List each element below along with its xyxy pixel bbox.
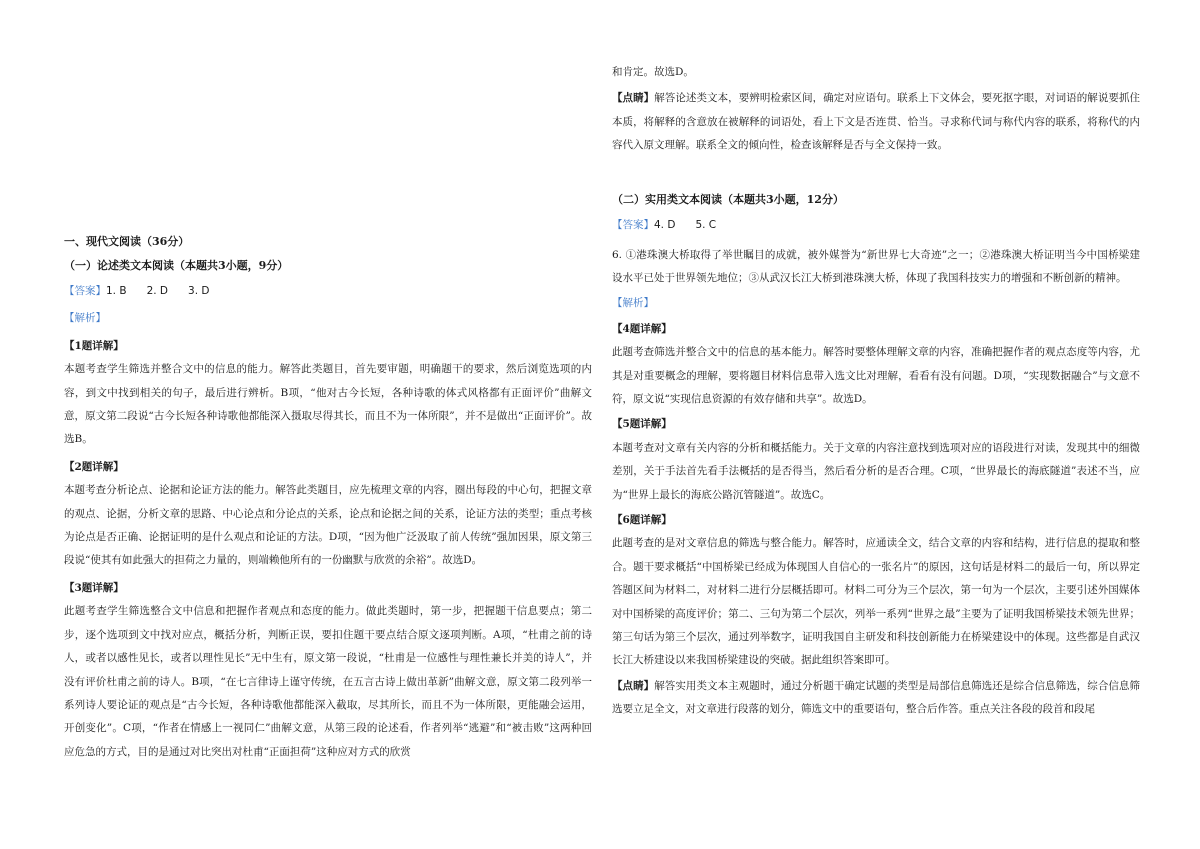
q6-answer: 6. ①港珠澳大桥取得了举世瞩目的成就，被外媒誉为“新世界七大奇迹”之一；②港珠澳大桥证明当今中国桥梁建设水平已处于世界领先地位；③从武汉长江大桥到港珠澳大桥，体现了我国科技实力的增强和不断创新的精神。	[612, 248, 1140, 284]
q3-explanation: 此题考查学生筛选整合文中信息和把握作者观点和态度的能力。做此类题时，第一步，把握题干信息要点；第二步，逐个选项到文中找对应点，概括分析，判断正误，要扣住题干要点结合原文逐项判断。A项，“杜甫之前的诗人，或者以感性见长，或者以理性见长”无中生有，原文第一段说，“杜甫是一位感性与理性兼长并美的诗人”，并没有评价杜甫之前的诗人。B项，“在七言律诗上谨守传统，在五言古诗上做出革新”曲解文意，原文第二段列举一系列诗人要论证的观点是“古今长短，各种诗歌他都能深入截取，尽其所长，而且不为一体所限，更能融会运用，开创变化”。C项，“作者在情感上一视同仁”曲解文意，从第三段的论述看，作者列举“逃避”和“被击败”这两种回应危急的方式，目的是通过对比突出对杜甫“正面担荷”这种应对方式的欣赏	[64, 605, 592, 758]
q4-heading: 【4题详解】	[612, 322, 672, 335]
q1-explanation: 本题考查学生筛选并整合文中的信息的能力。解答此类题目，首先要审题，明确题干的要求，然后浏览选项的内容，到文中找到相关的句子，最后进行辨析。B项，“他对古今长短，各种诗歌的体式风格都有正面评价”曲解文意，原文第二段说“古今长短各种诗歌他都能深入摄取尽得其长，而且不为一体所限”，并不是做出“正面评价”。故选B。	[64, 363, 592, 446]
dianjing-tag-2: 【点睛】	[612, 679, 655, 692]
answer-line-2	[612, 214, 1140, 237]
dianjing-paragraph: 【点睛】解答论述类文本，要辨明检索区间，确定对应语句。联系上下文体会，要死抠字眼，对词语的解说要抓住本质，将解释的含意放在被解释的词语处，看上下文是否连贯、恰当。寻求称代词与称代内容的联系，将称代的内容代入原文理解。联系全文的倾向性，检查该解释是否与全文保持一致。	[612, 92, 1141, 152]
answer-line	[64, 280, 592, 303]
dianjing-tag: 【点睛】	[612, 92, 655, 105]
answer-item: 3. D	[188, 285, 210, 297]
q5-explanation: 本题考查对文章有关内容的分析和概括能力。关于文章的内容注意找到选项对应的语段进行对读，发现其中的细微差别，关于手法首先看手法概括的是否得当，然后看分析的是否合理。C项，“世界最长的海底隧道”表述不当，应为“世界上最长的海底公路沉管隧道”。故选C。	[612, 441, 1140, 501]
q3-heading: 【3题详解】	[64, 581, 124, 594]
q2-explanation: 本题考查分析论点、论据和论证方法的能力。解答此类题目，应先梳理文章的内容，圈出每段的中心句，把握文章的观点、论据，分析文章的思路、中心论点和分论点的关系，论点和论据之间的关系，论证方法的类型；重点考核为论点是否正确、论据证明的是什么观点和论证的方法。D项，“因为他广泛汲取了前人传统”强加因果，原文第三段说“使其有如此强大的担荷之力量的，则端赖他所有的一份幽默与欣赏的余裕”。故选D。	[64, 484, 592, 567]
right-column	[612, 0, 1140, 722]
answer-item: 4. D	[654, 219, 676, 232]
q6-explanation: 此题考查的是对文章信息的筛选与整合能力。解答时，应通读全文，结合文章的内容和结构，进行信息的提取和整合。题干要求概括“中国桥梁已经成为体现国人自信心的一张名片”的原因，这句话是材料二的最后一句，所以界定答题区间为材料二，对材料二进行分层概括即可。材料二可分为三个层次，第一句为一个层次，主要引述外国媒体对中国桥梁的高度评价；第二、三句为第二个层次，列举一系列“世界之最”主要为了证明我国桥梁技术领先世界；第三句话为第三个层次，通过列举数字，证明我国自主研发和科技创新能力在桥梁建设中的体现。这些都是自武汉长江大桥建设以来我国桥梁建设的突破。据此组织答案即可。	[612, 537, 1140, 667]
q5-heading: 【5题详解】	[612, 418, 672, 431]
q4-explanation: 此题考查筛选并整合文中的信息的基本能力。解答时要整体理解文章的内容，准确把握作者的观点态度等内容，尤其是对重要概念的理解，要将题目材料信息带入选文比对理解，看看有没有问题。D项，“实现数据融合”与文意不符，原文说“实现信息资源的有效存储和共享”。故选D。	[612, 346, 1140, 405]
answer-tag: 【答案】	[612, 219, 654, 232]
subsection-title-2: （二）实用类文本阅读（本题共3小题，12分）	[612, 192, 844, 206]
section-title: 一、现代文阅读（36分）	[64, 235, 190, 248]
dianjing-paragraph-2: 【点睛】解答实用类文本主观题时，通过分析题干确定试题的类型是局部信息筛选还是综合信息筛选，综合信息筛选要立足全文，对文章进行段落的划分，筛选文中的重要语句，整合后作答。重点关注各段的段首和段尾	[612, 679, 1141, 716]
answer-item: 5. C	[695, 219, 717, 232]
answer-item: 2. D	[146, 285, 169, 297]
q6-heading: 【6题详解】	[612, 514, 672, 526]
analysis-tag-2: 【解析】	[612, 297, 654, 310]
q2-heading: 【2题详解】	[64, 460, 124, 473]
answer-item: 1. B	[106, 285, 127, 297]
q1-heading: 【1题详解】	[64, 339, 124, 352]
subsection-title: （一）论述类文本阅读（本题共3小题，9分）	[64, 258, 289, 272]
analysis-tag: 【解析】	[64, 312, 106, 325]
left-column	[64, 0, 592, 764]
q3-continuation: 和肯定。故选D。	[612, 66, 694, 78]
answer-tag: 【答案】	[64, 285, 106, 297]
